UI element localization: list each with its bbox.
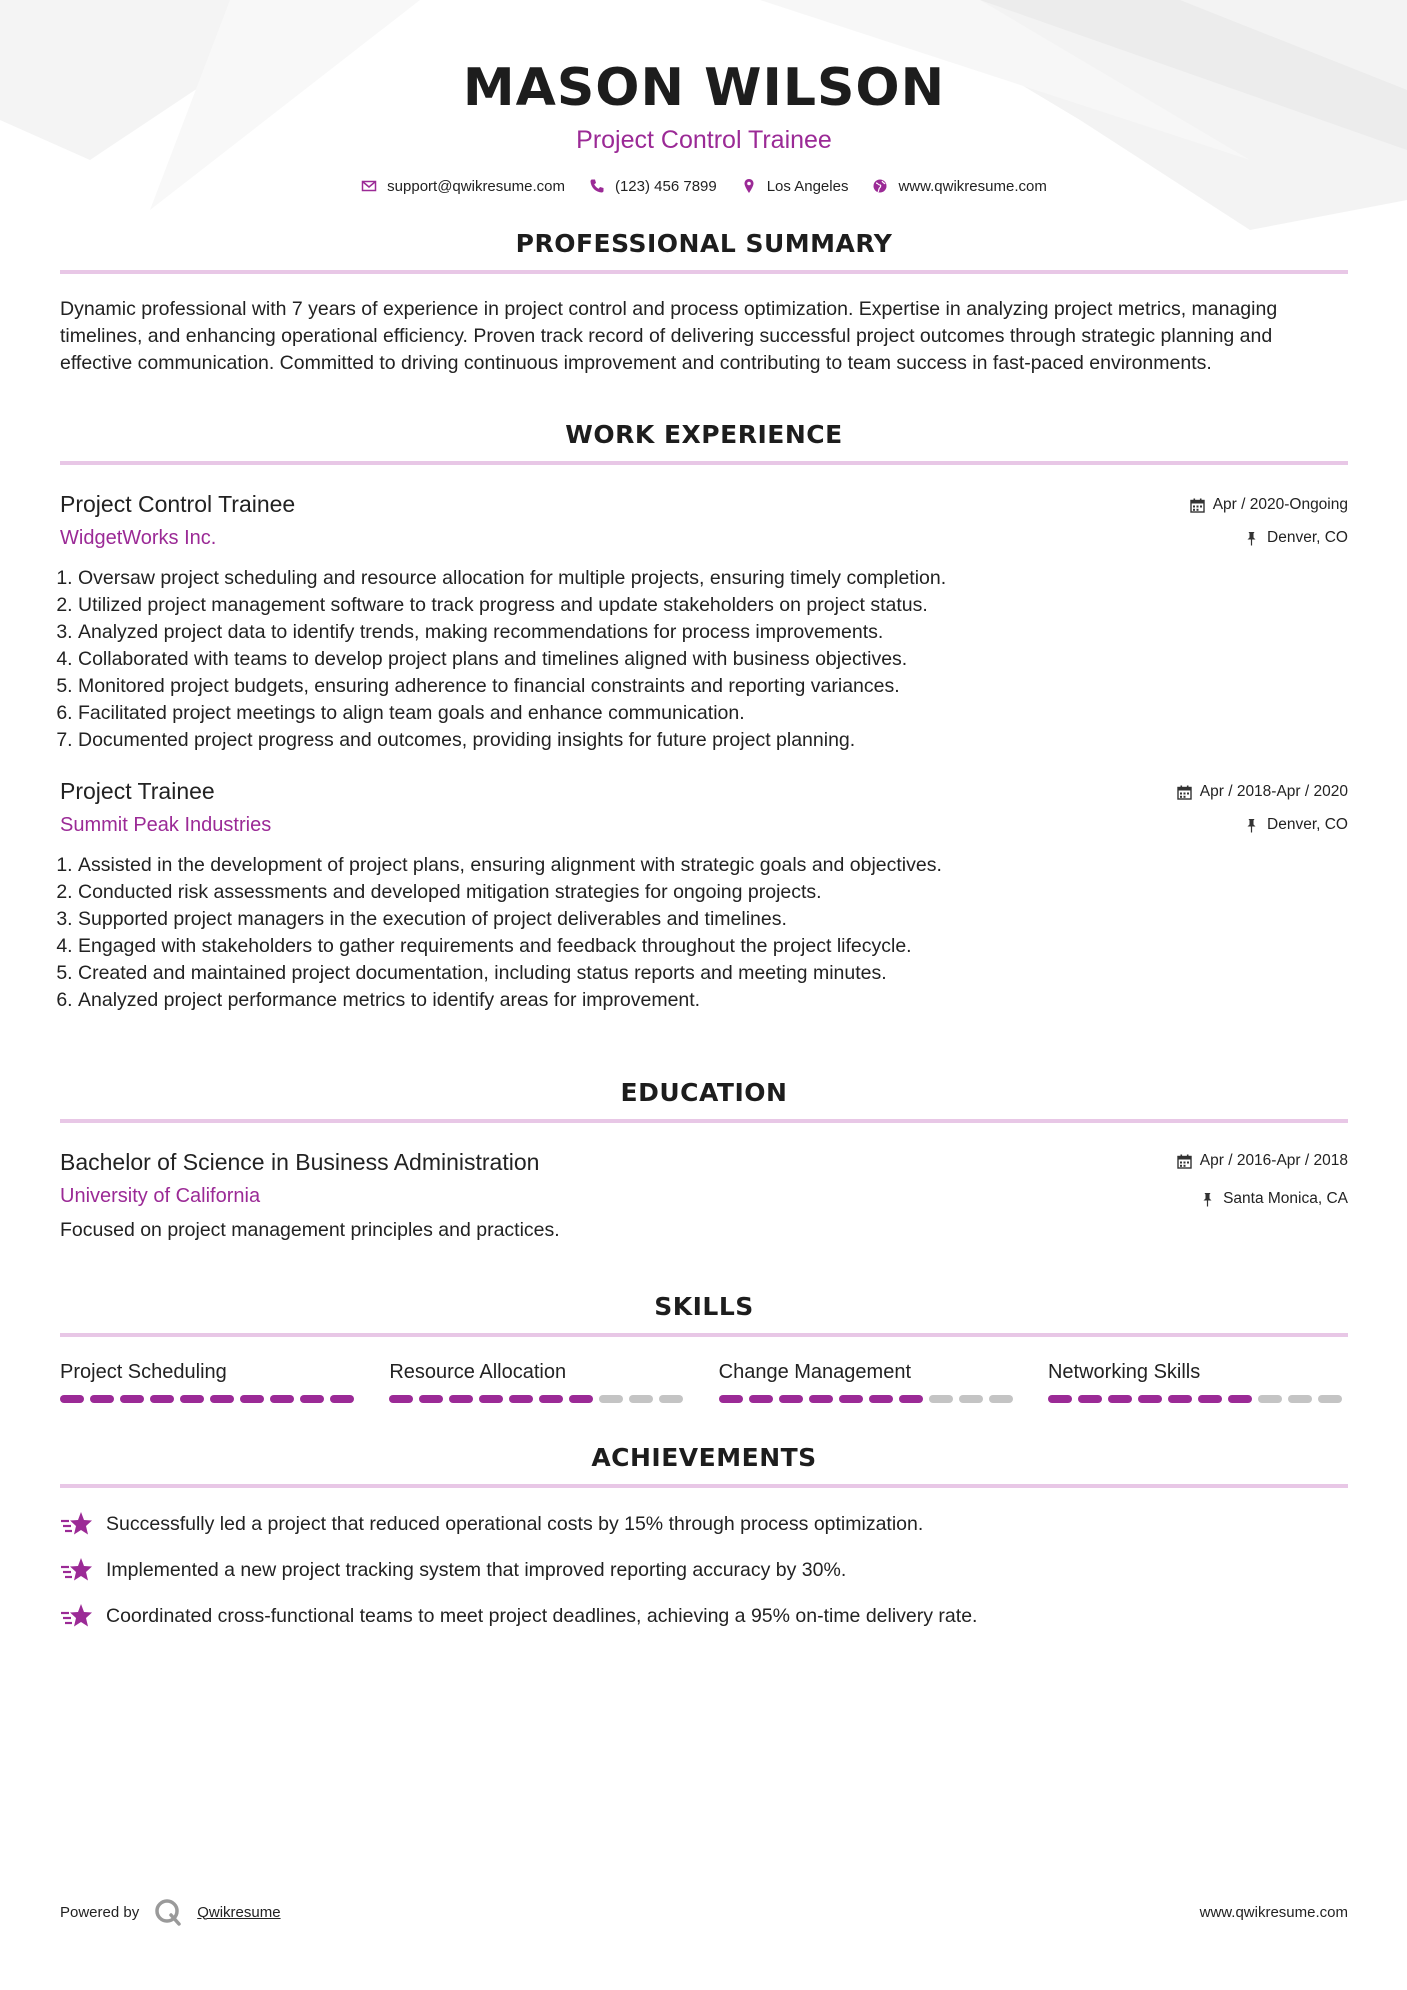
section-heading-achievements: ACHIEVEMENTS	[591, 1443, 817, 1472]
skills-list	[60, 1359, 1348, 1403]
contact-bar	[60, 176, 1348, 196]
list-item: 1. Assisted in the development of project plans, ensuring alignment with strategic goals and objectives.	[78, 852, 1348, 879]
skill-dot-empty	[599, 1395, 623, 1403]
skill-dot-empty	[959, 1395, 983, 1403]
job-company: WidgetWorks Inc.	[60, 527, 217, 549]
job-entry	[60, 489, 1348, 754]
skill-dot-filled	[449, 1395, 473, 1403]
list-item: 7. Documented project progress and outcomes, providing insights for future project planning.	[78, 727, 1348, 754]
skill-level-bar	[389, 1395, 689, 1403]
job-dates: Apr / 2018-Apr / 2020	[1199, 783, 1348, 800]
skill-dot-filled	[1138, 1395, 1162, 1403]
job-dates: Apr / 2020-Ongoing	[1212, 496, 1348, 513]
page-footer	[60, 1897, 1348, 1927]
skill-dot-empty	[659, 1395, 683, 1403]
skill-dot-filled	[839, 1395, 863, 1403]
achievement-item	[60, 1510, 1348, 1538]
experience-section	[60, 420, 1348, 1014]
skill-dot-empty	[629, 1395, 653, 1403]
section-heading-experience: WORK EXPERIENCE	[565, 420, 843, 449]
globe-icon	[872, 178, 888, 194]
skill-dot-filled	[1168, 1395, 1192, 1403]
calendar-icon	[1177, 785, 1192, 800]
education-meta	[1177, 1151, 1348, 1209]
job-location: Denver, CO	[1267, 816, 1348, 833]
skill-dot-filled	[330, 1395, 354, 1403]
qwikresume-logo-icon	[153, 1897, 183, 1927]
section-divider	[60, 270, 1348, 274]
skill-dot-filled	[150, 1395, 174, 1403]
skill-dot-filled	[90, 1395, 114, 1403]
school-name: University of California	[60, 1185, 261, 1207]
skill-dot-filled	[1108, 1395, 1132, 1403]
job-bullets	[60, 852, 1348, 1014]
list-item: 2. Conducted risk assessments and developed mitigation strategies for ongoing projects.	[78, 879, 1348, 906]
achievement-item	[60, 1556, 1348, 1584]
pushpin-icon	[1244, 818, 1259, 833]
skill-dot-empty	[989, 1395, 1013, 1403]
skill-dot-filled	[1198, 1395, 1222, 1403]
job-location: Denver, CO	[1267, 529, 1348, 546]
education-location: Santa Monica, CA	[1223, 1190, 1348, 1207]
achievement-text: Coordinated cross-functional teams to meet project deadlines, achieving a 95% on-time delivery rate.	[106, 1605, 978, 1627]
skill-dot-filled	[120, 1395, 144, 1403]
skill-dot-empty	[1318, 1395, 1342, 1403]
job-meta	[1177, 782, 1348, 835]
skill-name: Change Management	[718, 1361, 912, 1383]
calendar-icon	[1177, 1154, 1192, 1169]
skill-dot-filled	[389, 1395, 413, 1403]
job-title: Project Trainee	[60, 778, 215, 804]
contact-website[interactable]	[872, 178, 1046, 195]
skill-dot-filled	[180, 1395, 204, 1403]
candidate-name: MASON WILSON	[462, 58, 946, 118]
skills-section	[60, 1292, 1348, 1403]
email-text: support@qwikresume.com	[387, 177, 565, 195]
list-item: 2. Utilized project management software to track progress and update stakeholders on project status.	[78, 592, 1348, 619]
section-heading-summary: PROFESSIONAL SUMMARY	[515, 229, 893, 258]
brand-link[interactable]: Qwikresume	[197, 1903, 281, 1921]
skill-name: Networking Skills	[1047, 1361, 1201, 1383]
skill-dot-filled	[300, 1395, 324, 1403]
skill-item	[389, 1359, 689, 1403]
achievements-section	[60, 1443, 1348, 1630]
list-item: 1. Oversaw project scheduling and resource allocation for multiple projects, ensuring timely completion.	[78, 565, 1348, 592]
skill-level-bar	[60, 1395, 360, 1403]
achievement-text: Successfully led a project that reduced operational costs by 15% through process optimization.	[106, 1513, 924, 1535]
contact-location	[741, 178, 849, 195]
skill-dot-filled	[479, 1395, 503, 1403]
education-entry	[60, 1147, 1348, 1244]
skill-dot-filled	[869, 1395, 893, 1403]
skill-level-bar	[719, 1395, 1019, 1403]
section-divider	[60, 461, 1348, 465]
website-text: www.qwikresume.com	[898, 177, 1047, 195]
skill-level-bar	[1048, 1395, 1348, 1403]
degree-title: Bachelor of Science in Business Administration	[60, 1149, 540, 1175]
section-divider	[60, 1484, 1348, 1488]
skill-dot-filled	[719, 1395, 743, 1403]
achievement-item	[60, 1602, 1348, 1630]
skill-dot-filled	[809, 1395, 833, 1403]
location-text: Los Angeles	[766, 177, 849, 195]
skill-dot-empty	[1288, 1395, 1312, 1403]
map-pin-icon	[741, 178, 757, 194]
list-item: 5. Created and maintained project documentation, including status reports and meeting minutes.	[78, 960, 1348, 987]
list-item: 5. Monitored project budgets, ensuring adherence to financial constraints and reporting variances.	[78, 673, 1348, 700]
contact-email[interactable]	[361, 178, 565, 195]
summary-text: Dynamic professional with 7 years of experience in project control and process optimization. Expertise in analyzing project metrics, managing timelines, and enhancing operational efficiency. Proven track record of delivering successful project outcomes through strategic planning and effective communication. Committed to driving continuous improvement and contributing to team success in fast-paced environments.	[60, 298, 1278, 374]
section-divider	[60, 1333, 1348, 1337]
list-item: 4. Collaborated with teams to develop project plans and timelines aligned with business objectives.	[78, 646, 1348, 673]
skill-dot-filled	[1078, 1395, 1102, 1403]
powered-by-label: Powered by	[60, 1903, 140, 1921]
star-icon	[60, 1510, 94, 1538]
list-item: 3. Analyzed project data to identify trends, making recommendations for process improvements.	[78, 619, 1348, 646]
skill-dot-filled	[240, 1395, 264, 1403]
pushpin-icon	[1244, 531, 1259, 546]
skill-item	[1048, 1359, 1348, 1403]
skill-dot-filled	[749, 1395, 773, 1403]
skill-dot-filled	[899, 1395, 923, 1403]
skill-dot-filled	[419, 1395, 443, 1403]
star-icon	[60, 1556, 94, 1584]
skill-dot-filled	[60, 1395, 84, 1403]
section-heading-education: EDUCATION	[620, 1078, 788, 1107]
job-title: Project Control Trainee	[60, 491, 296, 517]
job-entry	[60, 776, 1348, 1014]
phone-text: (123) 456 7899	[614, 177, 717, 195]
education-section	[60, 1078, 1348, 1244]
list-item: 6. Facilitated project meetings to align team goals and enhance communication.	[78, 700, 1348, 727]
skill-item	[60, 1359, 360, 1403]
summary-section	[60, 229, 1348, 377]
skill-dot-filled	[539, 1395, 563, 1403]
list-item: 4. Engaged with stakeholders to gather requirements and feedback throughout the project lifecycle.	[78, 933, 1348, 960]
skill-name: Project Scheduling	[60, 1361, 227, 1383]
skill-dot-filled	[779, 1395, 803, 1403]
calendar-icon	[1190, 498, 1205, 513]
powered-by	[60, 1897, 281, 1927]
skill-dot-filled	[270, 1395, 294, 1403]
envelope-icon	[361, 178, 377, 194]
list-item: 3. Supported project managers in the execution of project deliverables and timelines.	[78, 906, 1348, 933]
list-item: 6. Analyzed project performance metrics to identify areas for improvement.	[78, 987, 1348, 1014]
job-bullets	[60, 565, 1348, 754]
skill-name: Resource Allocation	[389, 1361, 567, 1383]
skill-dot-filled	[210, 1395, 234, 1403]
achievement-list	[60, 1510, 1348, 1630]
contact-phone[interactable]	[589, 178, 717, 195]
job-meta	[1190, 495, 1348, 548]
job-company: Summit Peak Industries	[60, 814, 272, 836]
phone-icon	[589, 178, 605, 194]
pushpin-icon	[1200, 1192, 1215, 1207]
star-icon	[60, 1602, 94, 1630]
skill-dot-filled	[509, 1395, 533, 1403]
skill-dot-empty	[1258, 1395, 1282, 1403]
education-dates: Apr / 2016-Apr / 2018	[1199, 1152, 1348, 1169]
candidate-title: Project Control Trainee	[576, 126, 832, 154]
skill-item	[719, 1359, 1019, 1403]
achievement-text: Implemented a new project tracking system that improved reporting accuracy by 30%.	[106, 1559, 847, 1581]
skill-dot-filled	[1048, 1395, 1072, 1403]
skill-dot-filled	[1228, 1395, 1252, 1403]
resume-page	[60, 0, 1348, 1630]
section-divider	[60, 1119, 1348, 1123]
education-note: Focused on project management principles and practices.	[60, 1219, 560, 1241]
skill-dot-filled	[569, 1395, 593, 1403]
footer-website[interactable]: www.qwikresume.com	[1199, 1903, 1348, 1921]
section-heading-skills: SKILLS	[654, 1292, 754, 1321]
skill-dot-empty	[929, 1395, 953, 1403]
